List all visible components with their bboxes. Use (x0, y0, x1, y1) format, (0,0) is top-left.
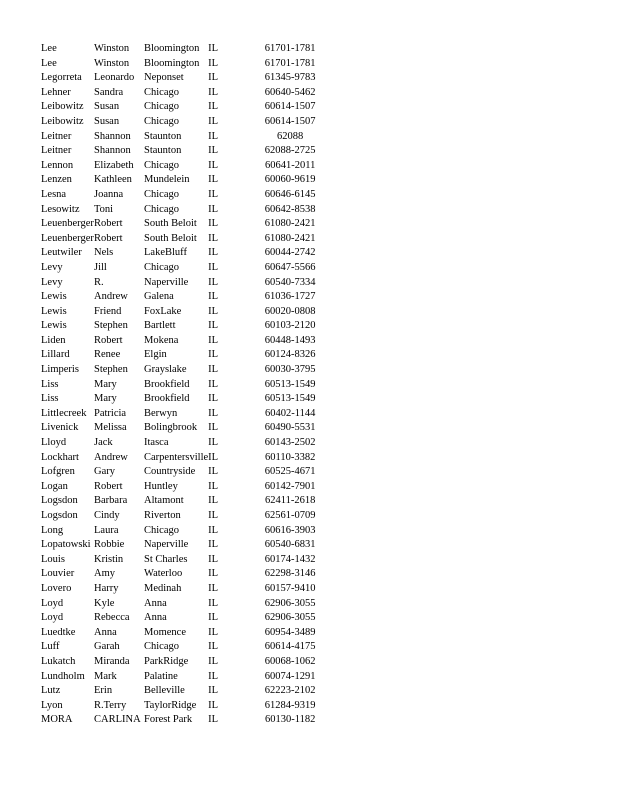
first-name-cell: Susan (94, 115, 120, 127)
zip-cell: 60157-9410 (264, 582, 316, 594)
zip-cell: 60020-0808 (264, 305, 316, 317)
table-row (41, 86, 321, 101)
table-row (41, 567, 321, 582)
state-cell: IL (208, 699, 219, 711)
city-cell: Neponset (144, 72, 184, 84)
city-cell: Medinah (144, 582, 182, 594)
state-cell: IL (208, 393, 219, 405)
state-cell: IL (208, 670, 219, 682)
city-cell: Chicago (144, 101, 179, 113)
last-name-cell: Leibowitz (41, 115, 84, 127)
city-cell: Altamont (144, 495, 184, 507)
first-name-cell: Mary (94, 378, 117, 390)
zip-cell: 60525-4671 (264, 466, 316, 478)
city-cell: South Beloit (144, 232, 197, 244)
table-row (41, 407, 321, 422)
table-row (41, 378, 321, 393)
city-cell: Chicago (144, 86, 179, 98)
zip-cell: 60402-1144 (264, 407, 316, 419)
city-cell: TaylorRidge (144, 699, 197, 711)
zip-cell: 60124-8326 (264, 349, 316, 361)
first-name-cell: Gary (94, 466, 115, 478)
city-cell: Palatine (144, 670, 178, 682)
table-row (41, 100, 321, 115)
zip-cell: 60110-3382 (264, 451, 316, 463)
table-row (41, 655, 321, 670)
state-cell: IL (208, 349, 219, 361)
last-name-cell: Lehner (41, 86, 71, 98)
last-name-cell: Lundholm (41, 670, 85, 682)
zip-cell: 62223-2102 (264, 685, 316, 697)
last-name-cell: Lesowitz (41, 203, 80, 215)
city-cell: Riverton (144, 510, 181, 521)
city-cell: Brookfield (144, 393, 190, 405)
last-name-cell: Legorreta (41, 72, 82, 84)
last-name-cell: Logsdon (41, 495, 78, 507)
city-cell: Waterloo (144, 568, 183, 580)
zip-cell: 60060-9619 (264, 174, 316, 186)
table-row (41, 538, 321, 553)
zip-cell: 62906-3055 (264, 612, 316, 624)
first-name-cell: Shannon (94, 130, 131, 142)
first-name-cell: Winston (94, 57, 130, 69)
zip-cell: 60614-1507 (264, 115, 316, 127)
first-name-cell: Robert (94, 232, 123, 244)
last-name-cell: Liss (41, 393, 59, 405)
table-row (41, 159, 321, 174)
table-row (41, 217, 321, 232)
last-name-cell: Leuenberger (41, 218, 94, 230)
city-cell: Momence (144, 626, 186, 638)
last-name-cell: Lenzen (41, 174, 72, 186)
zip-cell: 61345-9783 (264, 72, 316, 84)
city-cell: Naperville (144, 276, 189, 288)
city-cell: Brookfield (144, 378, 190, 390)
last-name-cell: Littlecreek (41, 407, 87, 419)
state-cell: IL (208, 437, 219, 449)
zip-cell: 61080-2421 (264, 232, 316, 244)
city-cell: Grayslake (144, 364, 187, 376)
zip-cell: 60540-6831 (264, 539, 316, 551)
state-cell: IL (208, 145, 219, 157)
table-row (41, 173, 321, 188)
zip-cell: 60640-5462 (264, 86, 316, 98)
first-name-cell: Robbie (94, 539, 125, 551)
first-name-cell: Nels (94, 247, 114, 259)
table-row (41, 246, 321, 261)
state-cell: IL (208, 655, 219, 667)
last-name-cell: Lyon (41, 699, 63, 711)
city-cell: Countryside (144, 466, 196, 478)
city-cell: Bloomington (144, 57, 200, 69)
table-row (41, 115, 321, 130)
last-name-cell: Louis (41, 553, 65, 565)
state-cell: IL (208, 685, 219, 697)
table-row (41, 553, 321, 568)
last-name-cell: Lukatch (41, 655, 76, 667)
zip-cell: 60174-1432 (264, 553, 316, 565)
first-name-cell: Toni (94, 203, 114, 215)
last-name-cell: Lee (41, 57, 57, 69)
last-name-cell: Loyd (41, 597, 64, 609)
first-name-cell: Kristin (94, 553, 124, 565)
state-cell: IL (208, 115, 219, 127)
first-name-cell: Friend (94, 305, 122, 317)
zip-cell: 60614-4175 (264, 641, 316, 653)
first-name-cell: R. (94, 276, 104, 288)
city-cell: Carpentersville (144, 451, 209, 463)
last-name-cell: Leitner (41, 145, 72, 157)
last-name-cell: Loyd (41, 612, 64, 624)
state-cell: IL (208, 291, 219, 303)
state-cell: IL (208, 174, 219, 186)
zip-cell: 60103-2120 (264, 320, 316, 332)
zip-cell: 60074-1291 (264, 670, 316, 682)
last-name-cell: Liss (41, 378, 59, 390)
state-cell: IL (208, 72, 219, 84)
state-cell: IL (208, 466, 219, 478)
state-cell: IL (208, 407, 219, 419)
zip-cell: 61701-1781 (264, 57, 316, 69)
zip-cell: 61701-1781 (264, 43, 316, 54)
first-name-cell: Kyle (94, 597, 115, 609)
city-cell: Bloomington (144, 43, 200, 54)
last-name-cell: Liden (41, 334, 66, 346)
table-row (41, 261, 321, 276)
zip-cell: 60616-3903 (264, 524, 316, 536)
city-cell: Chicago (144, 203, 179, 215)
city-cell: Staunton (144, 130, 182, 142)
first-name-cell: Harry (94, 582, 119, 594)
table-row (41, 319, 321, 334)
table-row (41, 684, 321, 699)
first-name-cell: Robert (94, 334, 123, 346)
zip-cell: 60513-1549 (264, 393, 316, 405)
table-row (41, 582, 321, 597)
state-cell: IL (208, 188, 219, 200)
first-name-cell: Winston (94, 43, 130, 54)
first-name-cell: Robert (94, 218, 123, 230)
zip-cell: 62561-0709 (264, 510, 316, 521)
first-name-cell: Andrew (94, 291, 128, 303)
state-cell: IL (208, 451, 219, 463)
last-name-cell: Lesna (41, 188, 67, 200)
city-cell: Chicago (144, 641, 179, 653)
first-name-cell: Kathleen (94, 174, 132, 186)
table-row (41, 524, 321, 539)
table-row (41, 465, 321, 480)
last-name-cell: Lutz (41, 685, 61, 697)
last-name-cell: Lewis (41, 320, 67, 332)
last-name-cell: Louvier (41, 568, 75, 580)
first-name-cell: Susan (94, 101, 120, 113)
last-name-cell: Lillard (41, 349, 70, 361)
city-cell: Bartlett (144, 320, 176, 332)
table-row (41, 290, 321, 305)
first-name-cell: Leonardo (94, 72, 135, 84)
state-cell: IL (208, 480, 219, 492)
last-name-cell: Leibowitz (41, 101, 84, 113)
city-cell: Anna (144, 612, 167, 624)
state-cell: IL (208, 203, 219, 215)
first-name-cell: Robert (94, 480, 123, 492)
first-name-cell: Elizabeth (94, 159, 134, 171)
first-name-cell: Shannon (94, 145, 131, 157)
state-cell: IL (208, 364, 219, 376)
zip-cell: 60614-1507 (264, 101, 316, 113)
last-name-cell: Lee (41, 43, 57, 54)
last-name-cell: Leutwiler (41, 247, 82, 259)
table-row (41, 232, 321, 247)
last-name-cell: Lewis (41, 305, 67, 317)
city-cell: Itasca (144, 437, 169, 449)
last-name-cell: Logsdon (41, 510, 78, 521)
table-row (41, 436, 321, 451)
first-name-cell: Miranda (94, 655, 130, 667)
state-cell: IL (208, 641, 219, 653)
state-cell: IL (208, 568, 219, 580)
table-row (41, 348, 321, 363)
last-name-cell: Lockhart (41, 451, 79, 463)
city-cell: Naperville (144, 539, 189, 551)
first-name-cell: CARLINA (94, 714, 141, 726)
table-row (41, 392, 321, 407)
first-name-cell: Renee (94, 349, 121, 361)
state-cell: IL (208, 57, 219, 69)
zip-cell: 62411-2618 (264, 495, 316, 507)
state-cell: IL (208, 524, 219, 536)
state-cell: IL (208, 553, 219, 565)
state-cell: IL (208, 714, 219, 726)
city-cell: Chicago (144, 159, 179, 171)
table-row (41, 130, 321, 145)
last-name-cell: Limperis (41, 364, 79, 376)
city-cell: FoxLake (144, 305, 182, 317)
city-cell: Galena (144, 291, 174, 303)
first-name-cell: Jack (94, 437, 113, 449)
last-name-cell: Lewis (41, 291, 67, 303)
city-cell: Huntley (144, 480, 178, 492)
first-name-cell: Anna (94, 626, 117, 638)
first-name-cell: Patricia (94, 407, 127, 419)
last-name-cell: Logan (41, 480, 68, 492)
first-name-cell: Rebecca (94, 612, 130, 624)
first-name-cell: Cindy (94, 510, 120, 521)
table-row (41, 670, 321, 685)
table-row (41, 480, 321, 495)
table-row (41, 42, 321, 57)
table-row (41, 363, 321, 378)
zip-cell: 62088 (277, 130, 304, 142)
first-name-cell: Stephen (94, 364, 128, 376)
zip-cell: 60642-8538 (264, 203, 316, 215)
state-cell: IL (208, 305, 219, 317)
city-cell: Elgin (144, 349, 167, 361)
first-name-cell: Stephen (94, 320, 128, 332)
state-cell: IL (208, 130, 219, 142)
table-row (41, 509, 321, 524)
table-row (41, 305, 321, 320)
first-name-cell: Garah (94, 641, 120, 653)
city-cell: Chicago (144, 188, 179, 200)
state-cell: IL (208, 510, 219, 521)
table-row (41, 611, 321, 626)
zip-cell: 60044-2742 (264, 247, 316, 259)
last-name-cell: Livenick (41, 422, 79, 434)
first-name-cell: Joanna (94, 188, 124, 200)
state-cell: IL (208, 43, 219, 54)
table-row (41, 626, 321, 641)
last-name-cell: Lovero (41, 582, 72, 594)
state-cell: IL (208, 218, 219, 230)
zip-cell: 60641-2011 (264, 159, 316, 171)
table-row (41, 276, 321, 291)
first-name-cell: Barbara (94, 495, 128, 507)
last-name-cell: MORA (41, 714, 73, 726)
zip-cell: 60448-1493 (264, 334, 316, 346)
zip-cell: 61036-1727 (264, 291, 316, 303)
city-cell: South Beloit (144, 218, 197, 230)
state-cell: IL (208, 626, 219, 638)
state-cell: IL (208, 320, 219, 332)
zip-cell: 60490-5531 (264, 422, 316, 434)
state-cell: IL (208, 247, 219, 259)
city-cell: Chicago (144, 524, 179, 536)
last-name-cell: Levy (41, 261, 63, 273)
city-cell: ParkRidge (144, 655, 189, 667)
city-cell: Staunton (144, 145, 182, 157)
city-cell: Chicago (144, 261, 179, 273)
state-cell: IL (208, 261, 219, 273)
state-cell: IL (208, 597, 219, 609)
city-cell: Anna (144, 597, 167, 609)
first-name-cell: Mary (94, 393, 117, 405)
city-cell: Belleville (144, 685, 185, 697)
table-row (41, 713, 321, 728)
state-cell: IL (208, 582, 219, 594)
zip-cell: 60647-5566 (264, 261, 316, 273)
last-name-cell: Leuenberger (41, 232, 94, 244)
first-name-cell: Andrew (94, 451, 128, 463)
state-cell: IL (208, 101, 219, 113)
city-cell: Mundelein (144, 174, 190, 186)
address-table-body (41, 42, 321, 728)
last-name-cell: Luedtke (41, 626, 76, 638)
first-name-cell: Jill (94, 261, 107, 273)
zip-cell: 60030-3795 (264, 364, 316, 376)
first-name-cell: Amy (94, 568, 115, 580)
first-name-cell: Mark (94, 670, 117, 682)
zip-cell: 60513-1549 (264, 378, 316, 390)
state-cell: IL (208, 422, 219, 434)
state-cell: IL (208, 159, 219, 171)
zip-cell: 60130-1182 (264, 714, 316, 726)
first-name-cell: Laura (94, 524, 119, 536)
zip-cell: 60142-7901 (264, 480, 316, 492)
table-row (41, 203, 321, 218)
last-name-cell: Levy (41, 276, 63, 288)
zip-cell: 62298-3146 (264, 568, 316, 580)
zip-cell: 62906-3055 (264, 597, 316, 609)
table-row (41, 144, 321, 159)
last-name-cell: Luff (41, 641, 60, 653)
state-cell: IL (208, 334, 219, 346)
last-name-cell: Long (41, 524, 64, 536)
first-name-cell: Sandra (94, 86, 124, 98)
zip-cell: 60646-6145 (264, 188, 316, 200)
first-name-cell: R.Terry (94, 699, 127, 711)
city-cell: Chicago (144, 115, 179, 127)
table-row (41, 699, 321, 714)
table-row (41, 640, 321, 655)
first-name-cell: Melissa (94, 422, 127, 434)
last-name-cell: Lloyd (41, 437, 67, 449)
zip-cell: 60143-2502 (264, 437, 316, 449)
last-name-cell: Leitner (41, 130, 72, 142)
table-row (41, 188, 321, 203)
state-cell: IL (208, 495, 219, 507)
city-cell: St Charles (144, 553, 188, 565)
table-row (41, 334, 321, 349)
state-cell: IL (208, 86, 219, 98)
state-cell: IL (208, 539, 219, 551)
table-row (41, 421, 321, 436)
state-cell: IL (208, 276, 219, 288)
state-cell: IL (208, 612, 219, 624)
zip-cell: 60540-7334 (264, 276, 316, 288)
last-name-cell: Lopatowski (41, 539, 91, 551)
table-row (41, 71, 321, 86)
table-row (41, 597, 321, 612)
address-table (41, 42, 321, 728)
state-cell: IL (208, 232, 219, 244)
zip-cell: 60954-3489 (264, 626, 316, 638)
table-row (41, 451, 321, 466)
zip-cell: 60068-1062 (264, 655, 316, 667)
city-cell: Berwyn (144, 407, 178, 419)
table-row (41, 57, 321, 72)
city-cell: LakeBluff (144, 247, 187, 259)
last-name-cell: Lennon (41, 159, 74, 171)
table-row (41, 494, 321, 509)
zip-cell: 62088-2725 (264, 145, 316, 157)
zip-cell: 61080-2421 (264, 218, 316, 230)
city-cell: Forest Park (144, 714, 193, 726)
city-cell: Bolingbrook (144, 422, 198, 434)
city-cell: Mokena (144, 334, 179, 346)
first-name-cell: Erin (94, 685, 113, 697)
state-cell: IL (208, 378, 219, 390)
zip-cell: 61284-9319 (264, 699, 316, 711)
last-name-cell: Lofgren (41, 466, 75, 478)
